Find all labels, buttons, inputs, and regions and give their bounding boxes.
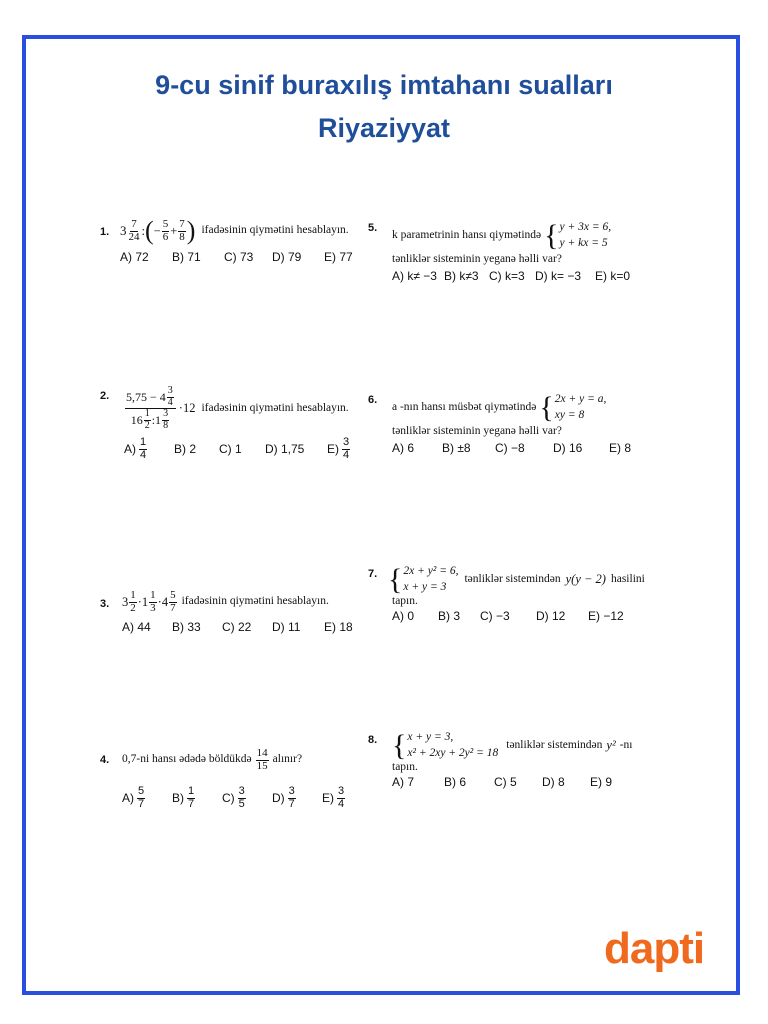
q8-answers (392, 775, 672, 789)
q8-system: { x + y = 3, x² + 2xy + 2y² = 18 (392, 728, 499, 762)
q5-text2: tənliklər sisteminin yeganə həlli var? (392, 253, 562, 266)
q3-frac1: $\frac{1}{2}$ (130, 589, 136, 614)
q5-answer-a[interactable]: A) k≠ −3 (392, 268, 437, 283)
q4-answer-d[interactable]: D) $\frac{3}{7}$ (272, 785, 295, 810)
q3-frac2: $\frac{1}{3}$ (150, 589, 156, 614)
q8-text3: tapın. (392, 761, 418, 774)
q5-answer-e[interactable]: E) k=0 (595, 268, 631, 283)
q1-number: 1. (100, 226, 110, 238)
q2-answer-c[interactable]: C) 1 (219, 441, 242, 456)
q1-text: ifadəsinin qiymətini hesablayın. (201, 224, 349, 237)
q7-expr: y(y − 2) (565, 572, 606, 587)
q2-number: 2. (100, 390, 110, 402)
q2-answer-d[interactable]: D) 1,75 (265, 441, 305, 456)
dapti-logo: dapti (604, 924, 705, 973)
q3-answer-a[interactable]: A) 44 (122, 620, 151, 635)
q4-answer-a[interactable]: A) $\frac{5}{7}$ (122, 785, 145, 810)
q2-answer-e[interactable]: E) $\frac{3}{4}$ (327, 436, 350, 461)
q3-answers (122, 620, 372, 634)
q6-text1: a -nın hansı müsbət qiymətində (392, 400, 537, 413)
q2-main-fraction: 5,75 − 4 $\frac{3}{4}$ 16 $\frac{1}{2}$ :1 $\frac{3}{8}$ (125, 386, 176, 431)
page-subtitle: Riyaziyyat (317, 113, 451, 143)
q7-text2: hasilini (610, 572, 645, 585)
q8-expr: y² (606, 738, 616, 753)
q5-answer-d[interactable]: D) k= −3 (535, 268, 582, 283)
q1-paren-close: ) (186, 216, 196, 245)
q5-answers (392, 269, 662, 283)
q1-answer-d[interactable]: D) 79 (272, 250, 302, 264)
q5-number: 5. (368, 222, 378, 234)
q8-number: 8. (368, 734, 378, 746)
question-8 (392, 730, 672, 789)
q7-text3: tapın. (392, 595, 418, 608)
q8-text1: tənliklər sistemindən (506, 738, 603, 751)
q7-text1: tənliklər sistemindən (464, 572, 561, 585)
q1-answers (120, 250, 370, 264)
page-frame (22, 35, 740, 995)
q7-answer-d[interactable]: D) 12 (536, 608, 566, 623)
q5-answer-b[interactable]: B) k≠3 (444, 268, 479, 283)
q5-system: { y + 3x = 6, y + kx = 5 (544, 218, 612, 252)
q3-answer-b[interactable]: B) 33 (172, 620, 201, 635)
q6-answers (392, 441, 662, 455)
q8-answer-a[interactable]: A) 7 (392, 774, 415, 789)
q2-answers (124, 437, 374, 461)
q2-text: ifadəsinin qiymətini hesablayın. (201, 401, 349, 414)
q4-frac: $\frac{14}{15}$ (256, 747, 268, 772)
q4-answer-c[interactable]: C) $\frac{3}{5}$ (222, 785, 245, 810)
question-6 (392, 392, 662, 455)
q3-w3: ·4 (157, 594, 169, 609)
q7-answer-a[interactable]: A) 0 (392, 608, 415, 623)
q4-answer-e[interactable]: E) $\frac{3}{4}$ (322, 785, 345, 810)
q3-text: ifadəsinin qiymətini hesablayın. (181, 595, 329, 608)
q6-answer-c[interactable]: C) −8 (495, 440, 525, 455)
q7-answer-b[interactable]: B) 3 (438, 608, 461, 623)
q6-answer-d[interactable]: D) 16 (553, 440, 583, 455)
q1-colon: : (141, 223, 145, 238)
q3-number: 3. (100, 598, 110, 610)
q2-answer-a[interactable]: A) $\frac{1}{4}$ (124, 436, 147, 461)
q6-number: 6. (368, 394, 378, 406)
q3-answer-d[interactable]: D) 11 (272, 620, 301, 635)
q8-answer-e[interactable]: E) 9 (590, 774, 613, 789)
q1-frac2: $\frac{5}{6}$ (162, 217, 169, 243)
q4-text2: alınır? (272, 753, 303, 766)
q2-answer-b[interactable]: B) 2 (174, 441, 197, 456)
question-1 (120, 218, 370, 264)
q6-system: { 2x + y = a, xy = 8 (539, 390, 607, 424)
q1-answer-c[interactable]: C) 73 (224, 250, 254, 264)
q6-text2: tənliklər sisteminin yeganə həlli var? (392, 425, 562, 438)
q1-paren-open: ( (144, 216, 154, 245)
q6-answer-e[interactable]: E) 8 (609, 440, 632, 455)
q1-answer-a[interactable]: A) 72 (120, 250, 149, 264)
q7-answers (392, 609, 668, 623)
q3-w1: 3 (122, 594, 129, 609)
q8-answer-d[interactable]: D) 8 (542, 774, 565, 789)
question-4 (122, 748, 372, 810)
q7-answer-c[interactable]: C) −3 (480, 608, 510, 623)
q3-answer-e[interactable]: E) 18 (324, 620, 353, 635)
question-3 (122, 590, 372, 634)
q2-mult: ·12 (178, 401, 196, 415)
q4-number: 4. (100, 754, 110, 766)
q3-answer-c[interactable]: C) 22 (222, 620, 252, 635)
q8-answer-c[interactable]: C) 5 (494, 774, 517, 789)
q4-text1: 0,7-ni hansı ədədə böldükdə (122, 753, 252, 766)
q5-text1: k parametrinin hansı qiymətində (392, 228, 542, 241)
q1-whole: 3 (120, 223, 127, 239)
page-title: 9-cu sinif buraxılış imtahanı sualları (155, 70, 613, 100)
q8-text2: -nı (619, 738, 633, 751)
q1-minus: − (153, 223, 161, 238)
q1-frac3: $\frac{7}{8}$ (179, 217, 185, 243)
q7-system: { 2x + y² = 6, x + y = 3 (388, 562, 459, 596)
q7-number: 7. (368, 568, 378, 580)
q1-frac1: $\frac{7}{24}$ (128, 217, 140, 243)
q1-plus: + (170, 223, 178, 238)
q4-answer-b[interactable]: B) $\frac{1}{7}$ (172, 785, 195, 810)
q6-answer-b[interactable]: B) ±8 (442, 440, 471, 455)
question-2 (124, 386, 374, 461)
q1-answer-b[interactable]: B) 71 (172, 250, 201, 264)
q3-frac3: $\frac{5}{7}$ (170, 589, 176, 614)
q7-answer-e[interactable]: E) −12 (588, 608, 624, 623)
q8-answer-b[interactable]: B) 6 (444, 774, 467, 789)
q1-answer-e[interactable]: E) 77 (324, 250, 353, 264)
q5-answer-c[interactable]: C) k=3 (489, 268, 525, 283)
question-5 (392, 220, 662, 283)
q6-answer-a[interactable]: A) 6 (392, 440, 415, 455)
question-7 (388, 564, 668, 623)
q4-answers (122, 786, 372, 810)
q3-w2: ·1 (137, 594, 149, 609)
